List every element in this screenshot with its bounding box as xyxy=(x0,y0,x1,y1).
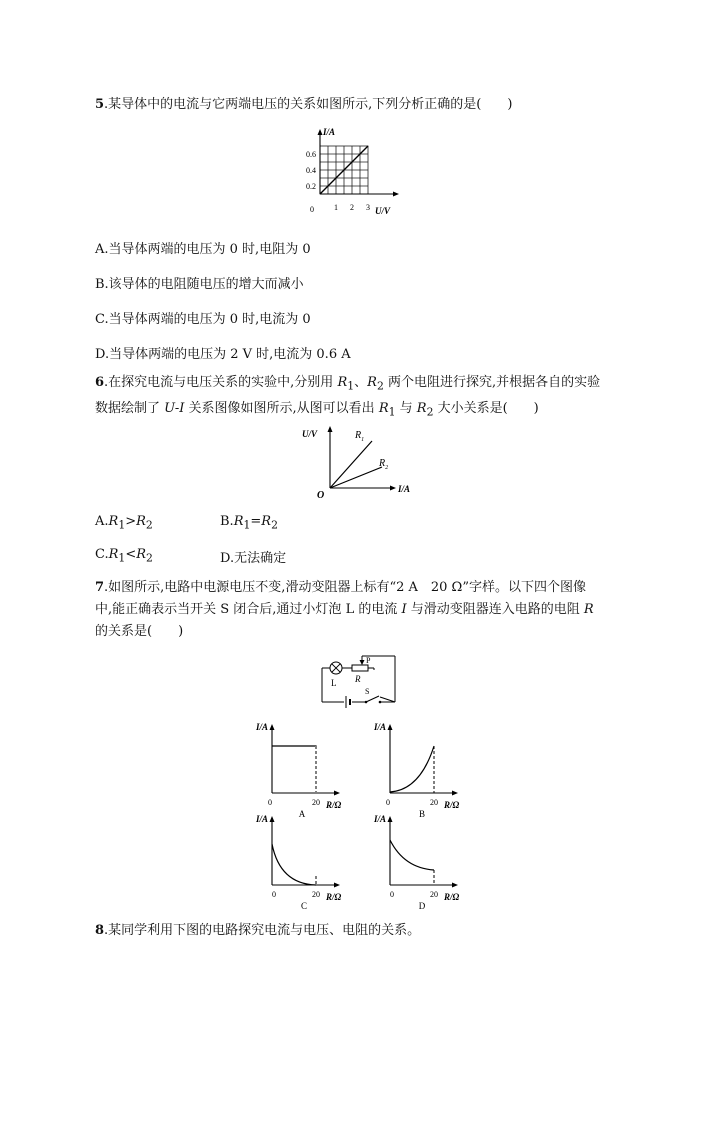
q6-option-d: D.无法确定 xyxy=(220,551,287,566)
q7-line-1: 7.如图所示,电路中电源电压不变,滑动变阻器上标有“2 A 20 Ω”字样。以下四个图像 xyxy=(95,580,586,595)
q7-c-x-label: R/Ω xyxy=(326,892,342,902)
q5-x-tick: 3 xyxy=(366,203,370,212)
q7-b-curve xyxy=(390,746,434,792)
battery-icon xyxy=(346,696,350,708)
q6-y-label: U/V xyxy=(302,429,318,439)
q5-stem xyxy=(95,94,512,116)
q7-d-caption: D xyxy=(418,901,426,910)
q7-c-twenty: 20 xyxy=(312,890,320,899)
slider-label: P xyxy=(366,656,371,665)
q5-option-b: B.该导体的电阻随电压的增大而减小 xyxy=(95,277,304,292)
q6-origin: O xyxy=(317,490,325,501)
q6-line-1: 6.在探究电流与电压关系的实验中,分别用 $R_1$、$R_2$ 两个电阻进行探究,并根据各自的实验 xyxy=(95,375,601,393)
q7-b-zero: 0 xyxy=(386,798,390,807)
slider-arrow-icon xyxy=(360,660,365,665)
q7-d-zero: 0 xyxy=(390,890,394,899)
q6-label-r2: $R_2$ xyxy=(379,458,389,471)
q7-line-2: 中,能正确表示当开关 S 闭合后,通过小灯泡 L 的电流 I 与滑动变阻器连入电路的电阻 R xyxy=(95,602,594,617)
q7-b-y-label: I/A xyxy=(374,722,387,732)
q7-d-curve xyxy=(390,840,434,870)
rheostat-icon xyxy=(352,665,368,671)
q5-x-label: U/V xyxy=(375,206,391,216)
q5-option-c: C.当导体两端的电压为 0 时,电流为 0 xyxy=(95,312,311,327)
q7-c-y-label: I/A xyxy=(256,814,269,824)
q5-x-tick: 1 xyxy=(334,203,338,212)
q7-a-twenty: 20 xyxy=(312,798,320,807)
q6-option-c: $C.R_1<R_2$ xyxy=(95,547,153,565)
q5-text: .某导体中的电流与它两端电压的关系如图所示,下列分析正确的是( ) xyxy=(104,97,513,112)
q5-y-label: I/A xyxy=(323,127,336,137)
q7-b-twenty: 20 xyxy=(430,798,438,807)
q5-x-tick: 2 xyxy=(350,203,354,212)
q8-stem xyxy=(95,920,420,942)
q5-y-tick: 0.2 xyxy=(306,182,316,191)
q7-c-zero: 0 xyxy=(272,890,276,899)
q7-circuit xyxy=(318,650,400,708)
q7-number: 7 xyxy=(95,580,105,595)
q6-line-r1 xyxy=(330,441,372,488)
lamp-label: L xyxy=(331,678,337,688)
q7-a-caption: A xyxy=(298,809,306,818)
q6-line-r2 xyxy=(330,467,382,488)
q5-y-tick: 0.4 xyxy=(306,166,316,175)
q7-graph-b xyxy=(370,718,480,818)
q6-stem xyxy=(95,372,600,423)
rheostat-label: R xyxy=(355,674,361,684)
q6-line-2: 数据绘制了 U-I 关系图像如图所示,从图可以看出 $R_1$ 与 $R_2$ 大小关系是( ) xyxy=(95,400,539,419)
q6-number: 6 xyxy=(95,375,105,390)
q7-a-zero: 0 xyxy=(268,798,272,807)
q7-stem xyxy=(95,577,594,643)
q7-a-x-label: R/Ω xyxy=(326,800,342,810)
q7-b-x-label: R/Ω xyxy=(444,800,460,810)
q5-y-tick: 0.6 xyxy=(306,150,316,159)
switch-icon xyxy=(365,696,395,703)
q6-label-r1: $R_1$ xyxy=(355,430,365,443)
q7-c-curve xyxy=(272,844,316,885)
q7-d-twenty: 20 xyxy=(430,890,438,899)
q6-x-label: I/A xyxy=(398,484,411,494)
q5-option-a: A.当导体两端的电压为 0 时,电阻为 0 xyxy=(95,242,311,257)
q6-graph xyxy=(300,422,425,502)
q6-option-b: $B.R_1=R_2$ xyxy=(220,514,278,532)
q5-number: 5 xyxy=(95,97,105,112)
q8-number: 8 xyxy=(95,923,105,938)
switch-label: S xyxy=(365,687,370,696)
q6-option-a: $A.R_1>R_2$ xyxy=(95,514,153,532)
q7-graph-c xyxy=(252,810,362,910)
q7-d-y-label: I/A xyxy=(374,814,387,824)
q7-a-y-label: I/A xyxy=(256,722,269,732)
q5-origin: 0 xyxy=(310,205,314,214)
q5-option-d: D.当导体两端的电压为 2 V 时,电流为 0.6 A xyxy=(95,347,351,362)
q8-text: .某同学利用下图的电路探究电流与电压、电阻的关系。 xyxy=(104,923,421,938)
q7-a-curve xyxy=(272,746,316,793)
lamp-icon xyxy=(330,662,342,674)
q7-graph-d xyxy=(370,810,480,910)
q7-d-x-label: R/Ω xyxy=(444,892,460,902)
q7-line-3: 的关系是( ) xyxy=(95,624,184,639)
q5-graph xyxy=(300,124,430,224)
q7-c-caption: C xyxy=(300,901,308,910)
q7-b-caption: B xyxy=(418,809,426,818)
